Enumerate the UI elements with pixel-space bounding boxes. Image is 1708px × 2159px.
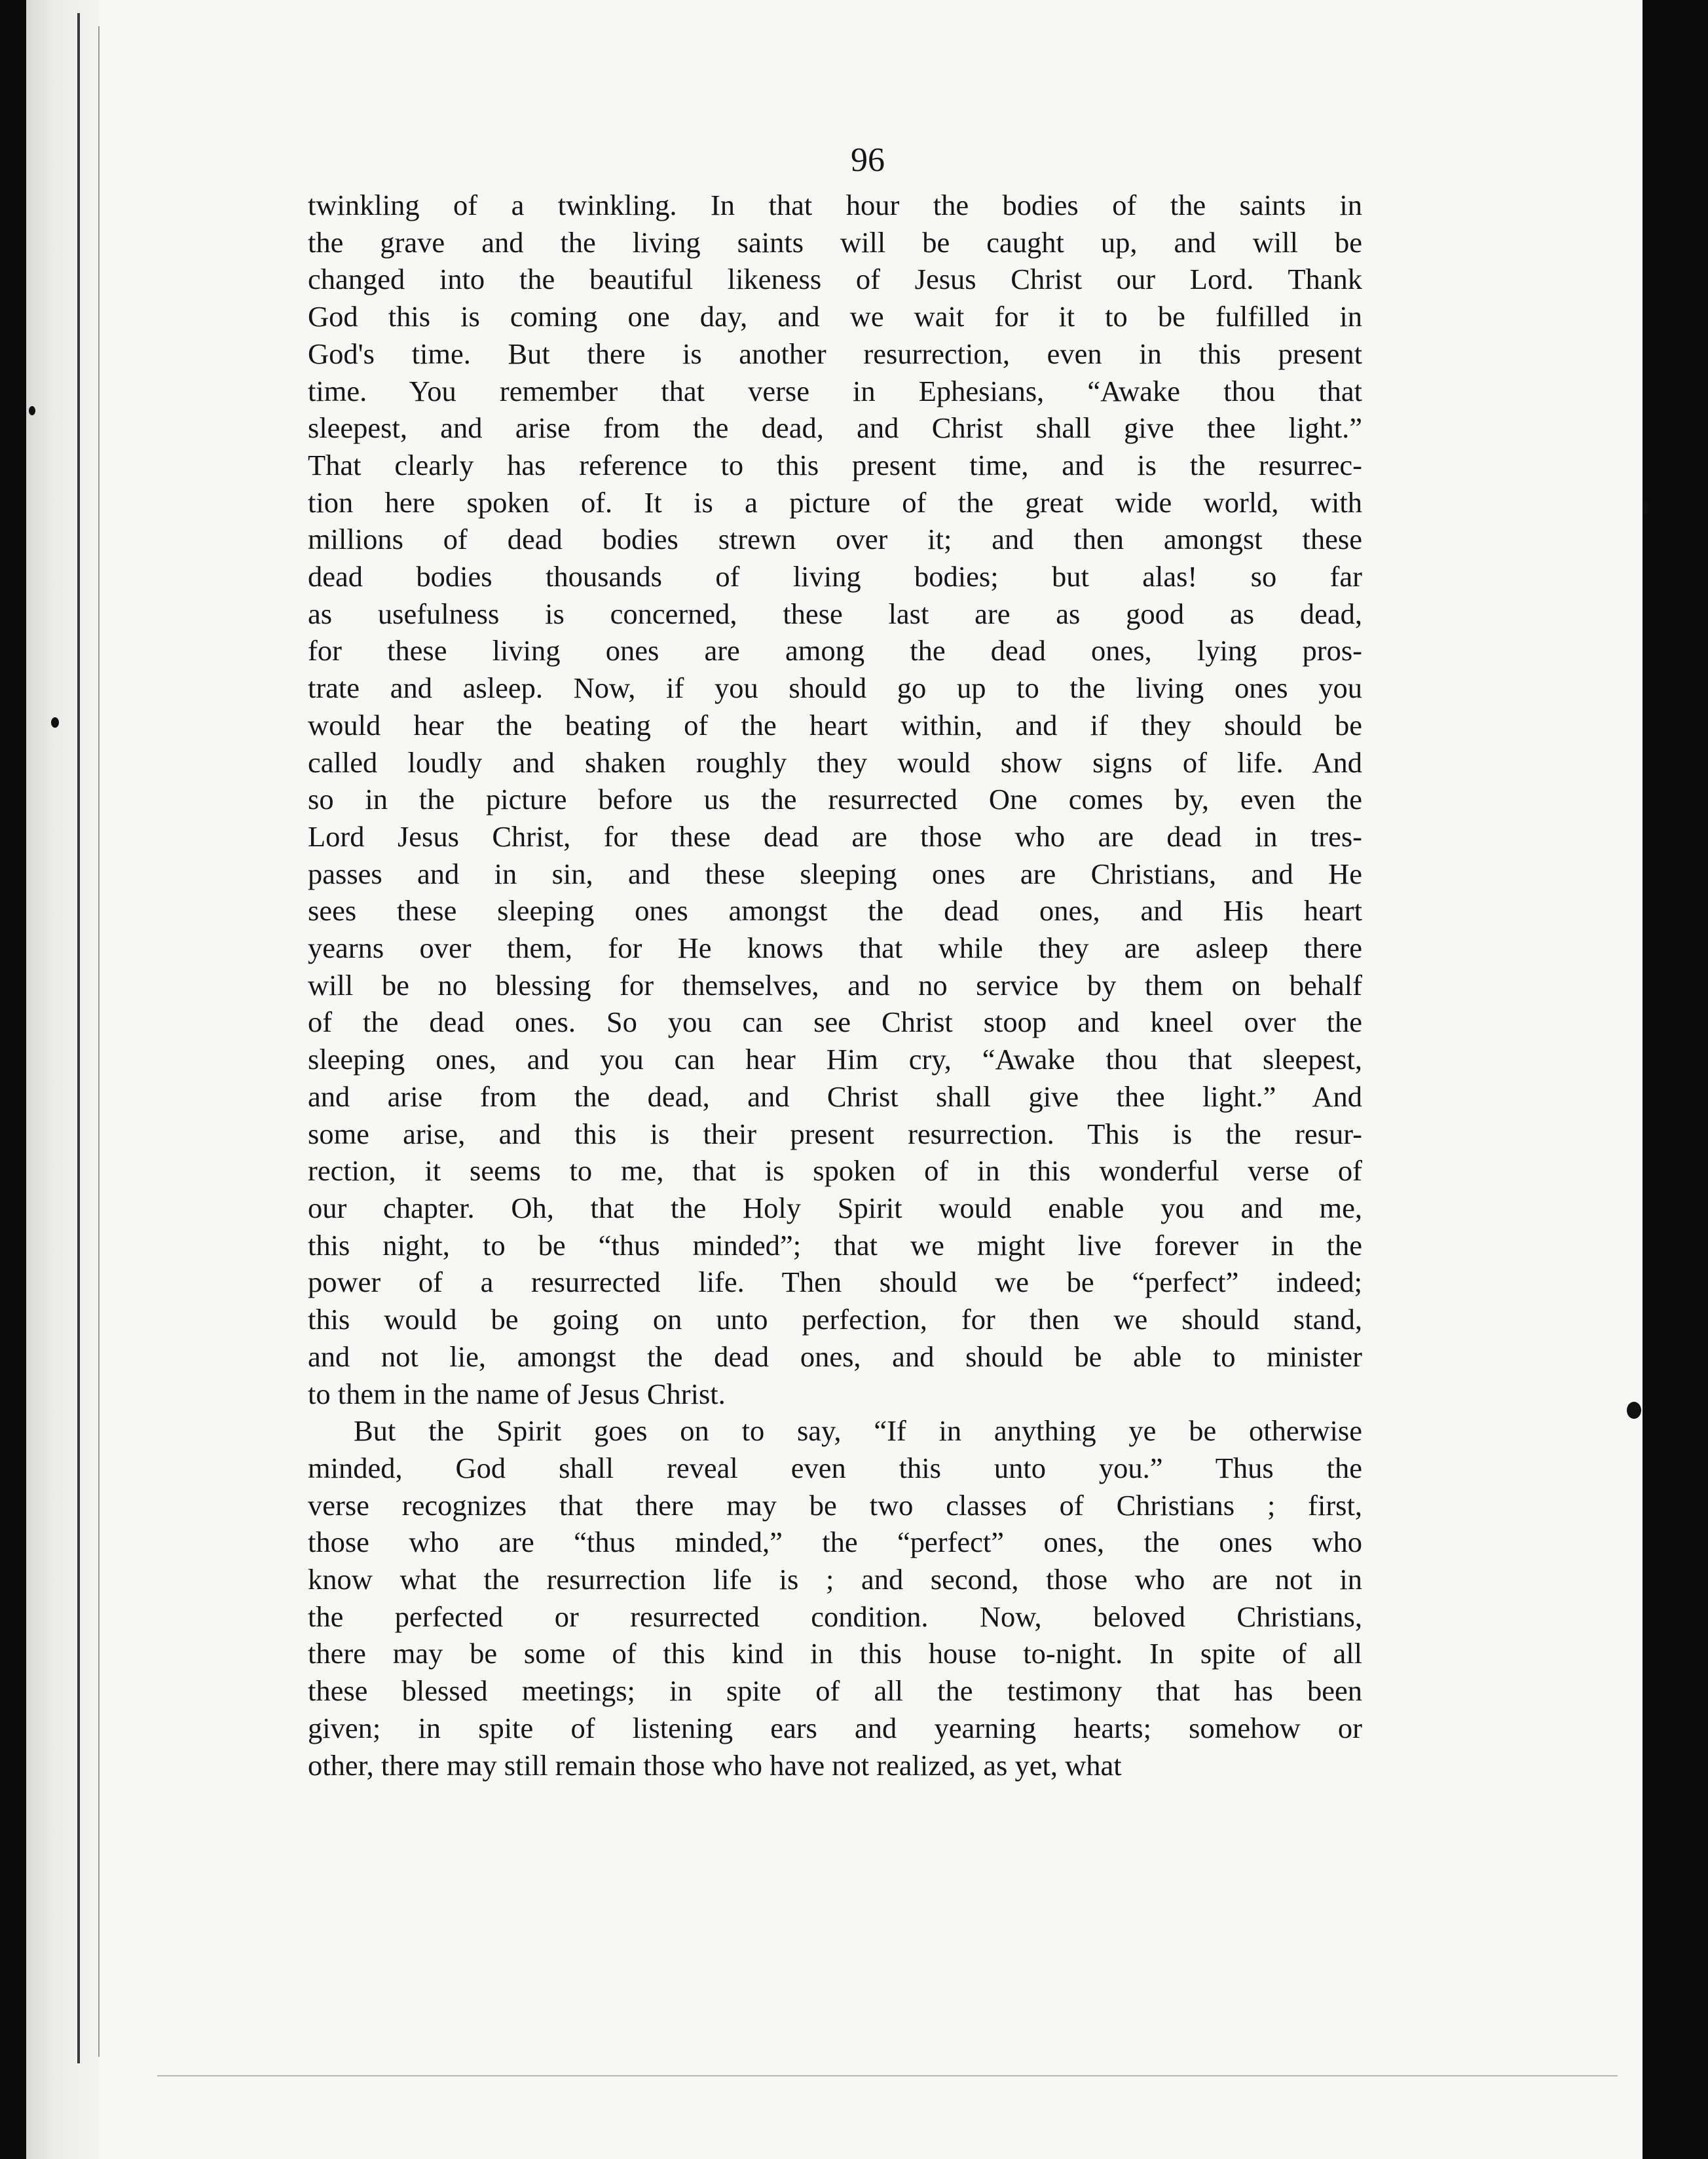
text-line: That clearly has reference to this present time, and is the resurrec- bbox=[308, 448, 1362, 481]
text-line: the perfected or resurrected condition. Now, beloved Christians, bbox=[308, 1600, 1362, 1633]
text-line: power of a resurrected life. Then should we be “perfect” indeed; bbox=[308, 1266, 1362, 1299]
text-line: will be no blessing for themselves, and no service by them on behalf bbox=[308, 968, 1362, 1002]
text-line: and not lie, amongst the dead ones, and should be able to minister bbox=[308, 1340, 1362, 1373]
text-line: millions of dead bodies strewn over it; and then amongst these bbox=[308, 523, 1362, 556]
text-line: passes and in sin, and these sleeping ones are Christians, and He bbox=[308, 857, 1362, 890]
text-line: twinkling of a twinkling. In that hour the bodies of the saints in bbox=[308, 189, 1362, 221]
binding-inner-line bbox=[98, 26, 100, 2057]
text-line: for these living ones are among the dead ones, lying pros- bbox=[308, 634, 1362, 667]
text-line: so in the picture before us the resurrected One comes by, even the bbox=[308, 783, 1362, 816]
text-line: those who are “thus minded,” the “perfect” ones, the ones who bbox=[308, 1526, 1362, 1559]
text-line: would hear the beating of the heart within, and if they should be bbox=[308, 708, 1362, 742]
text-line: sleeping ones, and you can hear Him cry, “Awake thou that sleepest, bbox=[308, 1043, 1362, 1076]
text-line: tion here spoken of. It is a picture of the great wide world, with bbox=[308, 485, 1362, 519]
text-line: as usefulness is concerned, these last are as good as dead, bbox=[308, 597, 1362, 630]
text-line: time. You remember that verse in Ephesians, “Awake thou that bbox=[308, 374, 1362, 407]
text-line: to them in the name of Jesus Christ. bbox=[308, 1377, 726, 1410]
scan-speck bbox=[1627, 1402, 1641, 1419]
paragraph-1 bbox=[308, 187, 1382, 1412]
text-line: there may be some of this kind in this house to-night. In spite of all bbox=[308, 1637, 1362, 1670]
text-line: Lord Jesus Christ, for these dead are those who are dead in tres- bbox=[308, 819, 1362, 853]
text-line: yearns over them, for He knows that while they are asleep there bbox=[308, 931, 1362, 965]
paragraph-2 bbox=[308, 1412, 1382, 1784]
text-line: of the dead ones. So you can see Christ stoop and kneel over the bbox=[308, 1005, 1362, 1039]
text-line: given; in spite of listening ears and yearning hearts; somehow or bbox=[308, 1711, 1362, 1744]
text-line: sleepest, and arise from the dead, and Christ shall give thee light.” bbox=[308, 411, 1362, 445]
text-line: the grave and the living saints will be caught up, and will be bbox=[308, 225, 1362, 259]
text-line: some arise, and this is their present resurrection. This is the resur- bbox=[308, 1117, 1362, 1150]
book-page-text bbox=[308, 141, 1382, 1784]
text-line: rection, it seems to me, that is spoken of in this wonderful verse of bbox=[308, 1154, 1362, 1188]
left-scan-border bbox=[0, 0, 26, 2159]
scan-speck bbox=[51, 717, 59, 728]
text-line: But the Spirit goes on to say, “If in anything ye be otherwise bbox=[354, 1414, 1362, 1448]
text-line: sees these sleeping ones amongst the dead ones, and His heart bbox=[308, 894, 1362, 928]
text-line: our chapter. Oh, that the Holy Spirit would enable you and me, bbox=[308, 1191, 1362, 1224]
text-line: changed into the beautiful likeness of Jesus Christ our Lord. Thank bbox=[308, 263, 1362, 296]
text-line: God this is coming one day, and we wait for it to be fulfilled in bbox=[308, 300, 1362, 333]
text-line: and arise from the dead, and Christ shall give thee light.” And bbox=[308, 1080, 1362, 1113]
text-line: verse recognizes that there may be two classes of Christians ; first, bbox=[308, 1488, 1362, 1522]
text-line: know what the resurrection life is ; and second, those who are not in bbox=[308, 1563, 1362, 1596]
text-line: this would be going on unto perfection, for then we should stand, bbox=[308, 1303, 1362, 1336]
text-line: minded, God shall reveal even this unto you.” Thus the bbox=[308, 1451, 1362, 1484]
scan-speck bbox=[29, 406, 35, 415]
bottom-page-edge bbox=[157, 2075, 1618, 2076]
page-number: 96 bbox=[851, 141, 885, 179]
scan-speck bbox=[1643, 501, 1648, 514]
text-line: God's time. But there is another resurrection, even in this present bbox=[308, 337, 1362, 370]
text-line: trate and asleep. Now, if you should go up to the living ones you bbox=[308, 671, 1362, 705]
text-line: dead bodies thousands of living bodies; but alas! so far bbox=[308, 560, 1362, 593]
text-line: called loudly and shaken roughly they would show signs of life. And bbox=[308, 745, 1362, 779]
book-binding bbox=[26, 0, 98, 2159]
binding-edge-line bbox=[77, 13, 80, 2063]
text-line: this night, to be “thus minded”; that we might live forever in the bbox=[308, 1228, 1362, 1262]
text-line: these blessed meetings; in spite of all the testimony that has been bbox=[308, 1674, 1362, 1708]
right-scan-border bbox=[1643, 0, 1708, 2159]
text-line: other, there may still remain those who have not realized, as yet, what bbox=[308, 1748, 1122, 1782]
